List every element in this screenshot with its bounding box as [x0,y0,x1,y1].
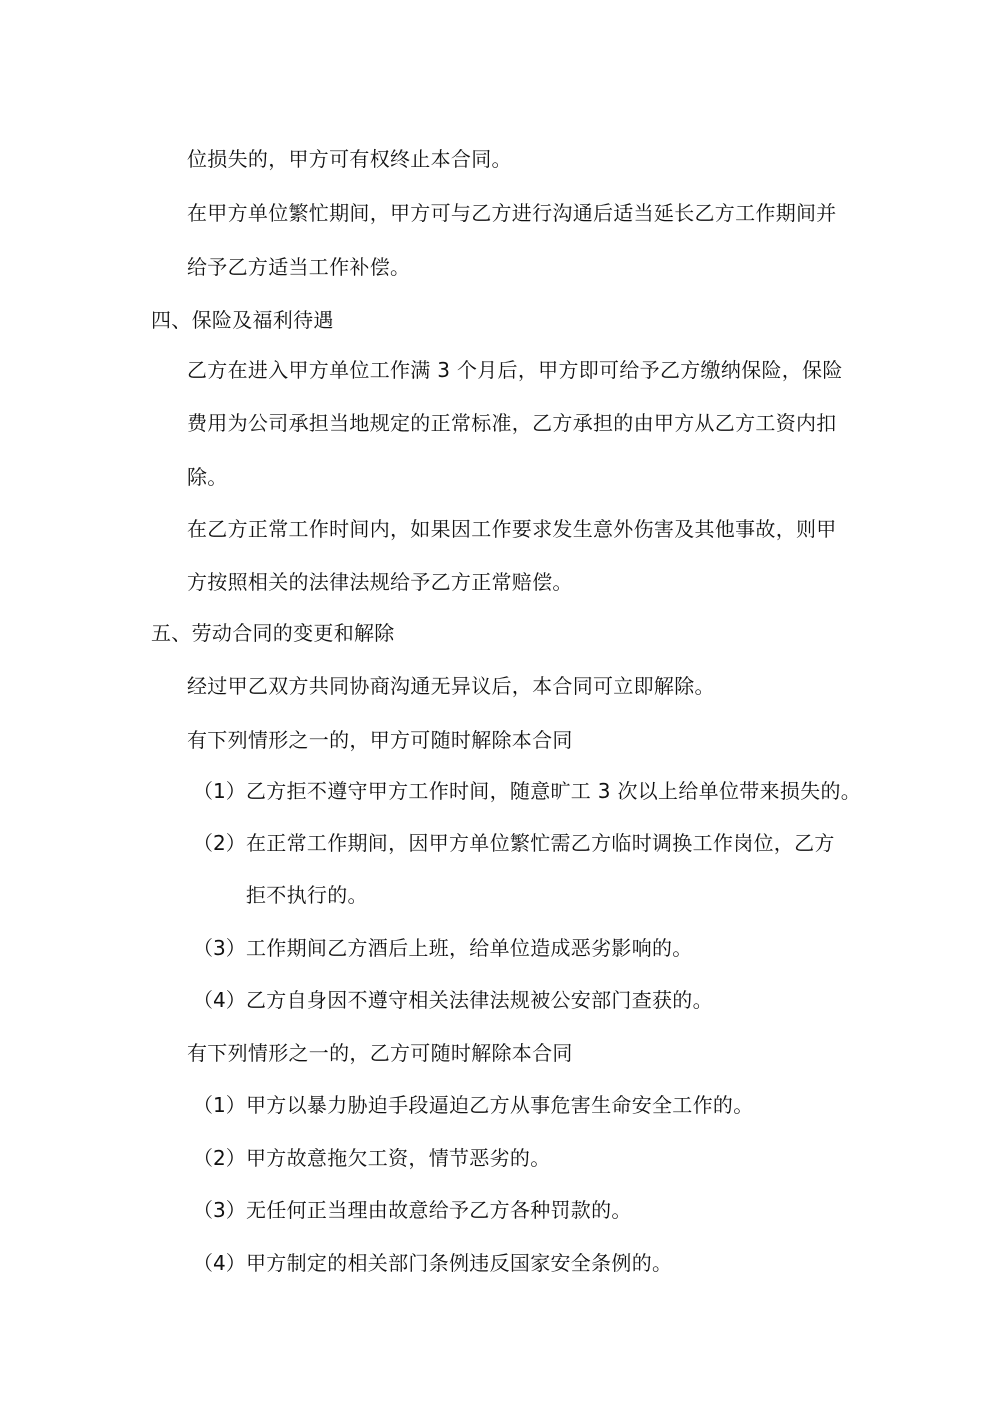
paragraph-line: 在甲方单位繁忙期间，甲方可与乙方进行沟通后适当延长乙方工作期间并 [187,201,837,225]
list-item: 甲方以暴力胁迫手段逼迫乙方从事危害生命安全工作的。 [246,1093,754,1117]
list-item-number: （2） [193,831,246,855]
list-item-continuation: 拒不执行的。 [246,883,368,907]
list-item-number: （3） [193,1198,246,1222]
paragraph-line: 乙方在进入甲方单位工作满 3 个月后，甲方即可给予乙方缴纳保险，保险 [187,358,843,382]
paragraph-continuation: 位损失的，甲方可有权终止本合同。 [187,147,512,171]
paragraph-line: 方按照相关的法律法规给予乙方正常赔偿。 [187,570,573,594]
paragraph-line: 经过甲乙双方共同协商沟通无异议后，本合同可立即解除。 [187,674,715,698]
paragraph-line: 费用为公司承担当地规定的正常标准，乙方承担的由甲方从乙方工资内扣 [187,411,837,435]
list-item: 在正常工作期间，因甲方单位繁忙需乙方临时调换工作岗位，乙方 [246,831,835,855]
list-item-number: （3） [193,936,246,960]
list-item-number: （4） [193,1251,246,1275]
list-item: 无任何正当理由故意给予乙方各种罚款的。 [246,1198,632,1222]
list-item: 甲方制定的相关部门条例违反国家安全条例的。 [246,1251,673,1275]
paragraph-line: 有下列情形之一的，乙方可随时解除本合同 [187,1041,573,1065]
section-heading: 四、保险及福利待遇 [151,308,334,332]
list-item: 乙方自身因不遵守相关法律法规被公安部门查获的。 [246,988,713,1012]
list-item: 甲方故意拖欠工资，情节恶劣的。 [246,1146,551,1170]
paragraph-line: 在乙方正常工作时间内，如果因工作要求发生意外伤害及其他事故，则甲 [187,517,837,541]
list-item-number: （1） [193,779,246,803]
list-item-number: （1） [193,1093,246,1117]
paragraph-line: 除。 [187,465,228,489]
section-heading: 五、劳动合同的变更和解除 [151,621,395,645]
list-item-number: （4） [193,988,246,1012]
paragraph-line: 给予乙方适当工作补偿。 [187,255,411,279]
list-item-number: （2） [193,1146,246,1170]
list-item: 乙方拒不遵守甲方工作时间，随意旷工 3 次以上给单位带来损失的。 [246,779,862,803]
list-item: 工作期间乙方酒后上班，给单位造成恶劣影响的。 [246,936,693,960]
paragraph-line: 有下列情形之一的，甲方可随时解除本合同 [187,728,573,752]
